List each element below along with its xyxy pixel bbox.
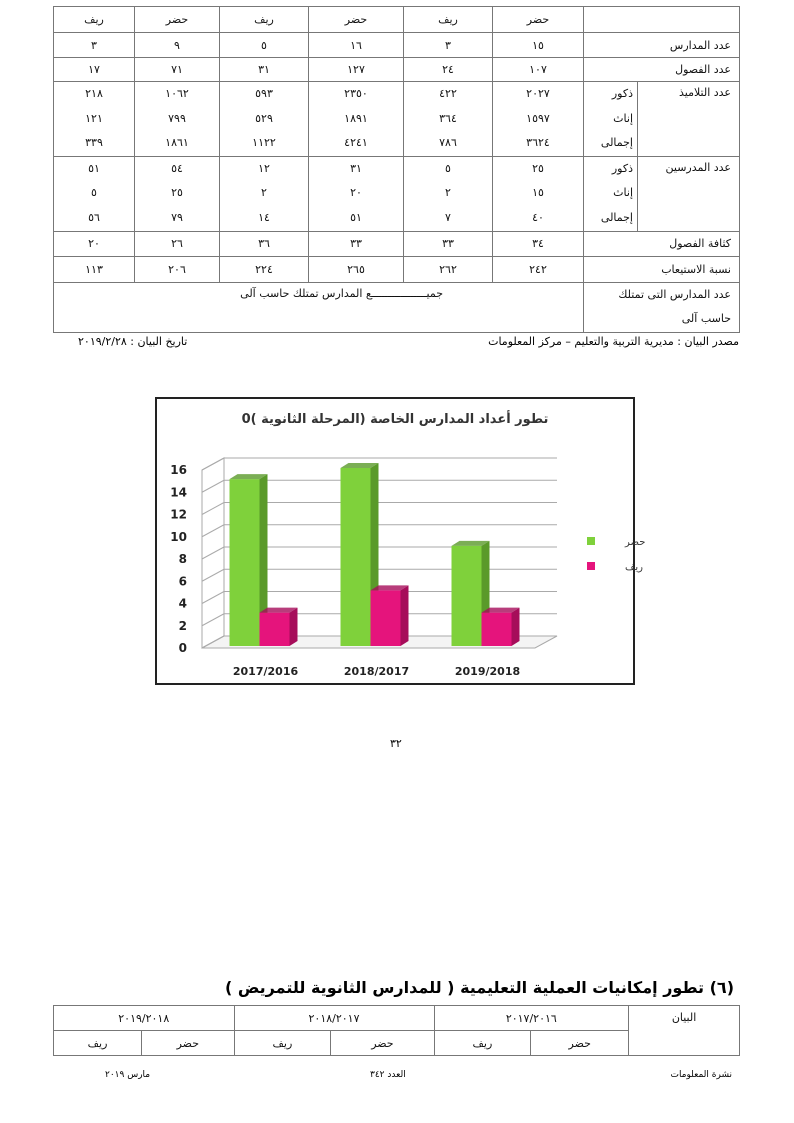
cell-value: ٥١ [88,161,100,175]
cell-value: ٢ [445,186,451,200]
header-cell: ريف [220,7,309,33]
cell: ٣٣ [404,231,493,256]
source-note: مصدر البيان : مديرية التربية والتعليم – مركز المعلومات [488,335,739,348]
legend-label: حضر [625,537,646,548]
header-cell: حضر [531,1031,629,1056]
sub-label: إجمالى [600,210,633,224]
section-title: (٦) تطور إمكانيات العملية التعليمية ( للمدارس الثانوية للتمريض ) [224,978,734,997]
cell: ٩ [135,33,220,58]
cell [309,82,404,157]
header-cell: ريف [234,1031,331,1056]
cell-value: ١٠٦٢ [165,87,189,100]
header-cell: ريف [54,7,135,33]
bar-حضر [452,546,482,646]
cell-value: ٣٦٤ [439,111,457,125]
cell-value: ٤٢٤١ [344,136,368,150]
header-cell: حضر [135,7,220,33]
cell: ٢٤٢ [493,256,584,282]
cell [54,82,135,157]
cell [309,156,404,231]
cell-value: ١٥٩٧ [526,111,550,125]
chart-title: تطور أعداد المدارس الخاصة (المرحلة الثانوية )0 [241,412,549,427]
cell-value: ١٢ [258,161,270,175]
cell: ٥ [220,33,309,58]
footer-issue: العدد ٣٤٢ [370,1070,406,1080]
data-date: تاريخ البيان : ٢٠١٩/٢/٢٨ [78,335,188,348]
table-row [54,33,740,58]
header-cell: حضر [309,7,404,33]
header-cell: حضر [331,1031,434,1056]
cell-value: ٥ [445,161,451,175]
y-tick-label: 10 [170,529,187,544]
cell: ٣ [404,33,493,58]
cell-value: ٥٤ [171,161,183,175]
cell: ٣٤ [493,231,584,256]
cell: ٢٤ [404,58,493,82]
cell-value: ٢٥ [532,161,544,175]
cell: ٢٠٦ [135,256,220,282]
bar-side [512,608,520,646]
y-tick-label: 4 [178,596,187,611]
sub-label: إناث [613,111,633,125]
y-tick-label: 2 [178,618,187,633]
row-label: عدد المدارس التى تمتلك حاسب آلى [584,282,740,332]
cell-value: ٣١ [350,161,362,175]
year-header: ٢٠١٩/٢٠١٨ [54,1006,235,1031]
sub-label: ذكور [611,161,633,175]
footer-publication: نشرة المعلومات [670,1070,732,1080]
cell [493,156,584,231]
header-cell [584,7,740,33]
sub-label: إجمالى [600,136,633,150]
cell-value: ٥١ [350,210,362,224]
cell: ١١٣ [54,256,135,282]
bar-ريف [482,613,512,646]
header-row [54,7,740,33]
y-tick-label: 14 [170,485,187,500]
cell [404,82,493,157]
row-label: عدد المدرسين [638,156,740,231]
bar-حضر [341,468,371,646]
cell [54,156,135,231]
sub-labels [584,156,638,231]
cell-value: ١١٢٢ [252,136,276,150]
cell: ١٥ [493,33,584,58]
table-row [54,58,740,82]
schools-statistics-table [53,6,740,333]
cell: ٢٦٢ [404,256,493,282]
header-cell: ريف [54,1031,142,1056]
legend-label: ريف [625,562,643,573]
sub-label: ذكور [611,87,633,100]
legend-swatch [587,537,595,545]
sub-label: إناث [613,186,633,200]
cell: ٧١ [135,58,220,82]
header-cell: ريف [434,1031,531,1056]
cell [220,82,309,157]
cell-value: ١٢١ [85,111,103,125]
cell-value: ١٥ [532,186,544,200]
cell: ٢٢٤ [220,256,309,282]
page-number: ٣٢ [390,737,402,750]
bar-ريف [371,590,401,646]
cell-value: ٣٦٢٤ [526,136,550,150]
nursing-schools-table [53,1005,740,1056]
bar-حضر [230,479,260,646]
y-tick-label: 6 [178,574,187,589]
y-tick-label: 16 [170,463,187,477]
bar-side [290,608,298,646]
row-label: عدد المدارس [584,33,740,58]
cell [220,156,309,231]
cell: ٣٣ [309,231,404,256]
cell-value: ٧٩٩ [168,111,186,125]
x-tick-label: 2018/2017 [343,665,410,678]
cell-value: ٤٢٢ [439,87,457,100]
cell: ٢٦ [135,231,220,256]
table-row [54,282,740,332]
teachers-row [54,156,740,231]
header-cell: حضر [142,1031,234,1056]
cell: ١٦ [309,33,404,58]
year-header: ٢٠١٨/٢٠١٧ [234,1006,434,1031]
students-row [54,82,740,157]
cell-value: ٣٣٩ [85,136,103,150]
cell: ٢٦٥ [309,256,404,282]
row-label: عدد التلاميذ [638,82,740,157]
row-label: عدد الفصول [584,58,740,82]
cell-value: ٧٨٦ [439,136,457,150]
legend-swatch [587,562,595,570]
table-row [54,231,740,256]
cell: ١٢٧ [309,58,404,82]
cell-value: ٢٥ [171,186,183,200]
cell-value: ٤٠ [532,210,544,224]
cell-value: ٢٠ [350,186,362,200]
row-label: نسبة الاستيعاب [584,256,740,282]
cell: ٣٦ [220,231,309,256]
chart-frame [155,397,646,685]
x-tick-label: 2019/2018 [454,665,521,678]
cell: ١٧ [54,58,135,82]
cell [135,82,220,157]
bar-side [401,585,409,646]
footer-date: مارس ٢٠١٩ [105,1070,151,1080]
y-tick-label: 8 [178,552,187,566]
x-tick-label: 2017/2016 [232,665,299,678]
cell-value: ٢٣٥٠ [344,87,368,100]
year-header: ٢٠١٧/٢٠١٦ [434,1006,629,1031]
cell: ٣١ [220,58,309,82]
sub-labels [584,82,638,157]
cell-value: ٥٢٩ [255,111,273,125]
y-tick-label: 0 [178,641,187,655]
cell-value: ١٨٩١ [344,111,368,125]
row-label: كثافة الفصول [584,231,740,256]
cell-value: ٧٩ [171,210,183,224]
header-cell: البيان [629,1006,740,1056]
table-row [54,256,740,282]
cell-value: ٥٩٣ [255,87,273,100]
cell: جميـــــــــــــــــع المدارس تمتلك حاسب آلى [54,282,584,332]
cell [404,156,493,231]
cell-value: ٧ [445,210,451,224]
bar-chart [157,399,646,683]
cell-value: ٢١٨ [85,87,103,100]
header-cell: ريف [404,7,493,33]
cell: ٢٠ [54,231,135,256]
cell-value: ٥٦ [88,210,100,224]
cell-value: ١٨٦١ [165,136,189,150]
bar-ريف [260,613,290,646]
cell-value: ٢٠٢٧ [526,87,550,100]
y-tick-label: 12 [170,507,187,522]
header-cell: حضر [493,7,584,33]
cell [493,82,584,157]
cell [135,156,220,231]
cell-value: ٥ [91,186,97,200]
cell: ١٠٧ [493,58,584,82]
cell: ٣ [54,33,135,58]
cell-value: ٢ [261,186,267,200]
cell-value: ١٤ [258,210,270,224]
